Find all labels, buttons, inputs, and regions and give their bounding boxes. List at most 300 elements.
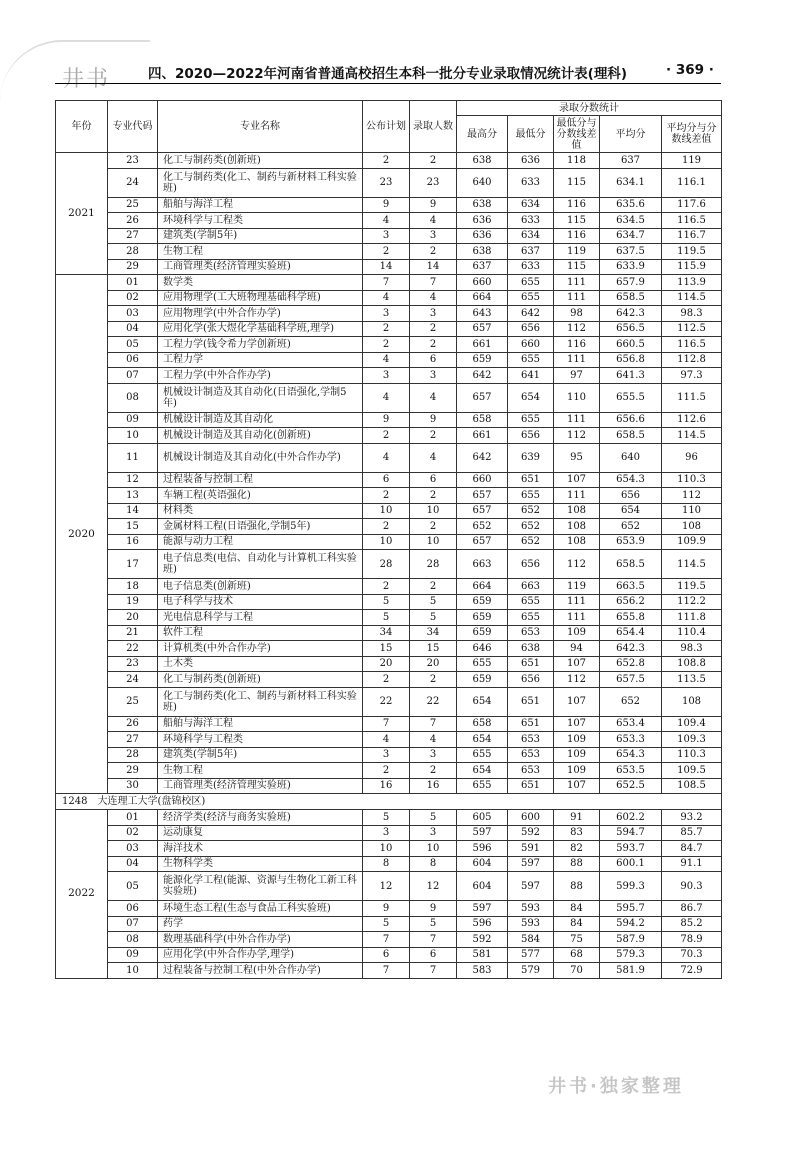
- table-row: [56, 656, 722, 672]
- admitted-cell: 5: [410, 810, 457, 826]
- avg_diff-cell: 109.4: [662, 716, 722, 732]
- table-row: [56, 503, 722, 519]
- max-cell: 657: [457, 321, 508, 337]
- avg_diff-cell: 115.9: [662, 259, 722, 275]
- table-row: [56, 763, 722, 779]
- name-cell: 能源化学工程(能源、资源与生物化工新工科实验班): [158, 872, 363, 901]
- avg_diff-cell: 114.5: [662, 428, 722, 444]
- admitted-cell: 4: [410, 443, 457, 472]
- name-cell: 船舶与海洋工程: [158, 716, 363, 732]
- code-cell: 08: [108, 383, 158, 412]
- table-row: [56, 213, 722, 229]
- min_diff-cell: 84: [554, 901, 600, 917]
- table-row: [56, 932, 722, 948]
- min_diff-cell: 107: [554, 656, 600, 672]
- code-cell: 01: [108, 275, 158, 291]
- admitted-cell: 7: [410, 716, 457, 732]
- min-cell: 651: [508, 716, 554, 732]
- admitted-cell: 2: [410, 337, 457, 353]
- table-row: [56, 716, 722, 732]
- admitted-cell: 9: [410, 412, 457, 428]
- max-cell: 664: [457, 290, 508, 306]
- avg-cell: 656: [600, 488, 662, 504]
- avg-cell: 579.3: [600, 947, 662, 963]
- avg_diff-cell: 109.3: [662, 732, 722, 748]
- avg-cell: 652.5: [600, 778, 662, 794]
- col-avg-diff: 平均分与分数线差值: [662, 116, 722, 153]
- name-cell: 环境科学与工程类: [158, 732, 363, 748]
- code-cell: 21: [108, 625, 158, 641]
- admitted-cell: 4: [410, 213, 457, 229]
- min_diff-cell: 107: [554, 716, 600, 732]
- table-row: [56, 488, 722, 504]
- name-cell: 应用化学(张大煜化学基础科学班,理学): [158, 321, 363, 337]
- name-cell: 环境生态工程(生态与食品工科实验班): [158, 901, 363, 917]
- max-cell: 605: [457, 810, 508, 826]
- avg-cell: 657.5: [600, 672, 662, 688]
- avg_diff-cell: 113.5: [662, 672, 722, 688]
- code-cell: 10: [108, 428, 158, 444]
- admitted-cell: 2: [410, 519, 457, 535]
- avg-cell: 594.7: [600, 825, 662, 841]
- max-cell: 637: [457, 259, 508, 275]
- plan-cell: 2: [363, 428, 410, 444]
- name-cell: 数学类: [158, 275, 363, 291]
- table-row: [56, 901, 722, 917]
- plan-cell: 7: [363, 275, 410, 291]
- avg_diff-cell: 72.9: [662, 963, 722, 979]
- min_diff-cell: 94: [554, 641, 600, 657]
- plan-cell: 7: [363, 716, 410, 732]
- max-cell: 638: [457, 244, 508, 260]
- code-cell: 30: [108, 778, 158, 794]
- min_diff-cell: 119: [554, 244, 600, 260]
- plan-cell: 7: [363, 932, 410, 948]
- max-cell: 597: [457, 901, 508, 917]
- min_diff-cell: 111: [554, 275, 600, 291]
- col-name: 专业名称: [158, 101, 363, 153]
- avg-cell: 599.3: [600, 872, 662, 901]
- admitted-cell: 3: [410, 228, 457, 244]
- admitted-cell: 7: [410, 275, 457, 291]
- avg_diff-cell: 119.5: [662, 244, 722, 260]
- avg_diff-cell: 85.2: [662, 916, 722, 932]
- code-cell: 29: [108, 259, 158, 275]
- min_diff-cell: 108: [554, 503, 600, 519]
- avg_diff-cell: 108: [662, 687, 722, 716]
- max-cell: 604: [457, 872, 508, 901]
- avg-cell: 642.3: [600, 306, 662, 322]
- max-cell: 592: [457, 932, 508, 948]
- name-cell: 化工与制药类(创新班): [158, 672, 363, 688]
- avg_diff-cell: 90.3: [662, 872, 722, 901]
- avg_diff-cell: 114.5: [662, 290, 722, 306]
- min-cell: 656: [508, 321, 554, 337]
- admitted-cell: 2: [410, 672, 457, 688]
- max-cell: 664: [457, 579, 508, 595]
- table-row: [56, 641, 722, 657]
- plan-cell: 10: [363, 503, 410, 519]
- table-row: [56, 594, 722, 610]
- plan-cell: 8: [363, 856, 410, 872]
- min_diff-cell: 88: [554, 856, 600, 872]
- min-cell: 637: [508, 244, 554, 260]
- avg-cell: 655.5: [600, 383, 662, 412]
- plan-cell: 2: [363, 579, 410, 595]
- admitted-cell: 10: [410, 841, 457, 857]
- plan-cell: 2: [363, 244, 410, 260]
- name-cell: 化工与制药类(创新班): [158, 153, 363, 169]
- avg-cell: 653.5: [600, 763, 662, 779]
- plan-cell: 2: [363, 321, 410, 337]
- max-cell: 596: [457, 841, 508, 857]
- table-row: [56, 321, 722, 337]
- name-cell: 生物科学类: [158, 856, 363, 872]
- avg_diff-cell: 84.7: [662, 841, 722, 857]
- max-cell: 642: [457, 368, 508, 384]
- plan-cell: 10: [363, 534, 410, 550]
- min_diff-cell: 111: [554, 412, 600, 428]
- col-score-group: 录取分数统计: [457, 101, 722, 116]
- name-cell: 机械设计制造及其自动化: [158, 412, 363, 428]
- avg_diff-cell: 110.3: [662, 472, 722, 488]
- plan-cell: 4: [363, 213, 410, 229]
- admitted-cell: 2: [410, 244, 457, 260]
- min-cell: 651: [508, 656, 554, 672]
- name-cell: 船舶与海洋工程: [158, 197, 363, 213]
- avg-cell: 657.9: [600, 275, 662, 291]
- admitted-cell: 2: [410, 579, 457, 595]
- plan-cell: 4: [363, 443, 410, 472]
- max-cell: 660: [457, 472, 508, 488]
- plan-cell: 5: [363, 594, 410, 610]
- plan-cell: 4: [363, 383, 410, 412]
- table-row: [56, 290, 722, 306]
- admitted-cell: 22: [410, 687, 457, 716]
- admitted-cell: 3: [410, 825, 457, 841]
- admitted-cell: 7: [410, 963, 457, 979]
- code-cell: 18: [108, 579, 158, 595]
- code-cell: 23: [108, 153, 158, 169]
- plan-cell: 3: [363, 825, 410, 841]
- plan-cell: 2: [363, 488, 410, 504]
- min-cell: 633: [508, 259, 554, 275]
- code-cell: 25: [108, 197, 158, 213]
- code-cell: 25: [108, 687, 158, 716]
- min_diff-cell: 109: [554, 732, 600, 748]
- avg_diff-cell: 108: [662, 519, 722, 535]
- avg-cell: 652: [600, 519, 662, 535]
- code-cell: 09: [108, 947, 158, 963]
- admitted-cell: 2: [410, 153, 457, 169]
- min-cell: 656: [508, 550, 554, 579]
- min_diff-cell: 84: [554, 916, 600, 932]
- min-cell: 653: [508, 732, 554, 748]
- name-cell: 计算机类(中外合作办学): [158, 641, 363, 657]
- publisher-logo: 井书: [62, 67, 111, 92]
- admitted-cell: 2: [410, 763, 457, 779]
- avg-cell: 653.3: [600, 732, 662, 748]
- name-cell: 工程力学: [158, 352, 363, 368]
- avg-cell: 656.2: [600, 594, 662, 610]
- max-cell: 657: [457, 534, 508, 550]
- plan-cell: 23: [363, 168, 410, 197]
- admitted-cell: 5: [410, 610, 457, 626]
- avg_diff-cell: 119: [662, 153, 722, 169]
- admitted-cell: 9: [410, 197, 457, 213]
- page-number: · 369 ·: [666, 62, 714, 78]
- code-cell: 17: [108, 550, 158, 579]
- name-cell: 机械设计制造及其自动化(创新班): [158, 428, 363, 444]
- avg-cell: 602.2: [600, 810, 662, 826]
- code-cell: 14: [108, 503, 158, 519]
- min_diff-cell: 107: [554, 778, 600, 794]
- min-cell: 653: [508, 763, 554, 779]
- avg_diff-cell: 119.5: [662, 579, 722, 595]
- name-cell: 工商管理类(经济管理实验班): [158, 778, 363, 794]
- min-cell: 600: [508, 810, 554, 826]
- code-cell: 02: [108, 290, 158, 306]
- min_diff-cell: 116: [554, 228, 600, 244]
- name-cell: 数理基础科学(中外合作办学): [158, 932, 363, 948]
- min-cell: 597: [508, 872, 554, 901]
- table-row: [56, 872, 722, 901]
- min_diff-cell: 91: [554, 810, 600, 826]
- max-cell: 657: [457, 503, 508, 519]
- avg-cell: 654.4: [600, 625, 662, 641]
- avg_diff-cell: 85.7: [662, 825, 722, 841]
- min_diff-cell: 111: [554, 594, 600, 610]
- page-title: 四、2020—2022年河南省普通高校招生本科一批分专业录取情况统计表(理科): [148, 66, 627, 82]
- table-row: [56, 259, 722, 275]
- avg-cell: 654.3: [600, 472, 662, 488]
- footer-watermark: 井书·独家整理: [548, 1076, 684, 1097]
- admitted-cell: 2: [410, 488, 457, 504]
- table-row: [56, 747, 722, 763]
- avg-cell: 653.4: [600, 716, 662, 732]
- name-cell: 工程力学(中外合作办学): [158, 368, 363, 384]
- code-cell: 03: [108, 306, 158, 322]
- table-row: [56, 841, 722, 857]
- avg_diff-cell: 112: [662, 488, 722, 504]
- max-cell: 657: [457, 383, 508, 412]
- plan-cell: 6: [363, 472, 410, 488]
- min-cell: 577: [508, 947, 554, 963]
- table-row: [56, 352, 722, 368]
- min_diff-cell: 109: [554, 625, 600, 641]
- avg_diff-cell: 112.6: [662, 412, 722, 428]
- avg_diff-cell: 114.5: [662, 550, 722, 579]
- table-row: [56, 916, 722, 932]
- min_diff-cell: 111: [554, 488, 600, 504]
- plan-cell: 7: [363, 963, 410, 979]
- plan-cell: 3: [363, 306, 410, 322]
- avg-cell: 595.7: [600, 901, 662, 917]
- min-cell: 633: [508, 213, 554, 229]
- table-row: [56, 306, 722, 322]
- admitted-cell: 3: [410, 747, 457, 763]
- code-cell: 20: [108, 610, 158, 626]
- code-cell: 28: [108, 244, 158, 260]
- max-cell: 663: [457, 550, 508, 579]
- min-cell: 654: [508, 383, 554, 412]
- table-row: [56, 443, 722, 472]
- plan-cell: 34: [363, 625, 410, 641]
- avg_diff-cell: 93.2: [662, 810, 722, 826]
- admitted-cell: 9: [410, 901, 457, 917]
- table-row: [56, 856, 722, 872]
- admitted-cell: 10: [410, 503, 457, 519]
- min-cell: 660: [508, 337, 554, 353]
- max-cell: 640: [457, 168, 508, 197]
- min_diff-cell: 116: [554, 197, 600, 213]
- min-cell: 636: [508, 153, 554, 169]
- avg_diff-cell: 111.8: [662, 610, 722, 626]
- code-cell: 07: [108, 916, 158, 932]
- table-row: [56, 275, 722, 291]
- name-cell: 能源与动力工程: [158, 534, 363, 550]
- max-cell: 583: [457, 963, 508, 979]
- avg-cell: 658.5: [600, 428, 662, 444]
- table-row: [56, 337, 722, 353]
- min-cell: 651: [508, 472, 554, 488]
- code-cell: 08: [108, 932, 158, 948]
- name-cell: 材料类: [158, 503, 363, 519]
- admitted-cell: 5: [410, 594, 457, 610]
- plan-cell: 28: [363, 550, 410, 579]
- max-cell: 638: [457, 197, 508, 213]
- plan-cell: 4: [363, 290, 410, 306]
- avg-cell: 656.8: [600, 352, 662, 368]
- col-code: 专业代码: [108, 101, 158, 153]
- avg-cell: 656.5: [600, 321, 662, 337]
- code-cell: 10: [108, 963, 158, 979]
- avg-cell: 637: [600, 153, 662, 169]
- table-row: [56, 550, 722, 579]
- table-row: [56, 579, 722, 595]
- avg_diff-cell: 91.1: [662, 856, 722, 872]
- avg_diff-cell: 116.5: [662, 337, 722, 353]
- min_diff-cell: 111: [554, 352, 600, 368]
- min-cell: 593: [508, 901, 554, 917]
- min-cell: 652: [508, 503, 554, 519]
- name-cell: 运动康复: [158, 825, 363, 841]
- name-cell: 应用化学(中外合作办学,理学): [158, 947, 363, 963]
- avg_diff-cell: 78.9: [662, 932, 722, 948]
- code-cell: 09: [108, 412, 158, 428]
- avg-cell: 658.5: [600, 290, 662, 306]
- min_diff-cell: 112: [554, 672, 600, 688]
- code-cell: 03: [108, 841, 158, 857]
- code-cell: 12: [108, 472, 158, 488]
- table-row: [56, 519, 722, 535]
- min_diff-cell: 112: [554, 428, 600, 444]
- avg-cell: 658.5: [600, 550, 662, 579]
- name-cell: 应用物理学(中外合作办学): [158, 306, 363, 322]
- name-cell: 建筑类(学制5年): [158, 228, 363, 244]
- min_diff-cell: 75: [554, 932, 600, 948]
- avg_diff-cell: 70.3: [662, 947, 722, 963]
- max-cell: 657: [457, 488, 508, 504]
- name-cell: 电子科学与技术: [158, 594, 363, 610]
- admitted-cell: 4: [410, 290, 457, 306]
- plan-cell: 5: [363, 810, 410, 826]
- max-cell: 642: [457, 443, 508, 472]
- table-row: [56, 963, 722, 979]
- table-row: [56, 947, 722, 963]
- avg-cell: 594.2: [600, 916, 662, 932]
- max-cell: 659: [457, 594, 508, 610]
- table-row: [56, 732, 722, 748]
- max-cell: 655: [457, 747, 508, 763]
- max-cell: 659: [457, 610, 508, 626]
- min_diff-cell: 110: [554, 383, 600, 412]
- min-cell: 639: [508, 443, 554, 472]
- col-max: 最高分: [457, 116, 508, 153]
- min-cell: 655: [508, 352, 554, 368]
- year-cell: 2020: [56, 275, 108, 794]
- code-cell: 05: [108, 337, 158, 353]
- admitted-cell: 7: [410, 932, 457, 948]
- avg-cell: 653.9: [600, 534, 662, 550]
- table-row: [56, 687, 722, 716]
- max-cell: 658: [457, 716, 508, 732]
- plan-cell: 15: [363, 641, 410, 657]
- plan-cell: 9: [363, 901, 410, 917]
- avg_diff-cell: 98.3: [662, 641, 722, 657]
- max-cell: 655: [457, 656, 508, 672]
- name-cell: 化工与制药类(化工、制药与新材料工科实验班): [158, 168, 363, 197]
- avg-cell: 600.1: [600, 856, 662, 872]
- max-cell: 661: [457, 428, 508, 444]
- code-cell: 28: [108, 747, 158, 763]
- avg_diff-cell: 117.6: [662, 197, 722, 213]
- max-cell: 638: [457, 153, 508, 169]
- avg_diff-cell: 109.9: [662, 534, 722, 550]
- min-cell: 653: [508, 747, 554, 763]
- plan-cell: 3: [363, 747, 410, 763]
- avg-cell: 654.3: [600, 747, 662, 763]
- min-cell: 655: [508, 275, 554, 291]
- min-cell: 641: [508, 368, 554, 384]
- min_diff-cell: 115: [554, 259, 600, 275]
- min_diff-cell: 109: [554, 763, 600, 779]
- col-admitted: 录取人数: [410, 101, 457, 153]
- min-cell: 633: [508, 168, 554, 197]
- avg-cell: 656.6: [600, 412, 662, 428]
- min-cell: 655: [508, 594, 554, 610]
- min_diff-cell: 109: [554, 747, 600, 763]
- max-cell: 597: [457, 825, 508, 841]
- avg-cell: 654: [600, 503, 662, 519]
- avg_diff-cell: 112.5: [662, 321, 722, 337]
- table-row: [56, 197, 722, 213]
- name-cell: 生物工程: [158, 763, 363, 779]
- code-cell: 05: [108, 872, 158, 901]
- plan-cell: 9: [363, 197, 410, 213]
- plan-cell: 2: [363, 337, 410, 353]
- min-cell: 592: [508, 825, 554, 841]
- plan-cell: 4: [363, 352, 410, 368]
- min-cell: 655: [508, 290, 554, 306]
- max-cell: 646: [457, 641, 508, 657]
- avg-cell: 633.9: [600, 259, 662, 275]
- min_diff-cell: 82: [554, 841, 600, 857]
- name-cell: 工商管理类(经济管理实验班): [158, 259, 363, 275]
- admitted-cell: 16: [410, 778, 457, 794]
- max-cell: 636: [457, 213, 508, 229]
- avg-cell: 652: [600, 687, 662, 716]
